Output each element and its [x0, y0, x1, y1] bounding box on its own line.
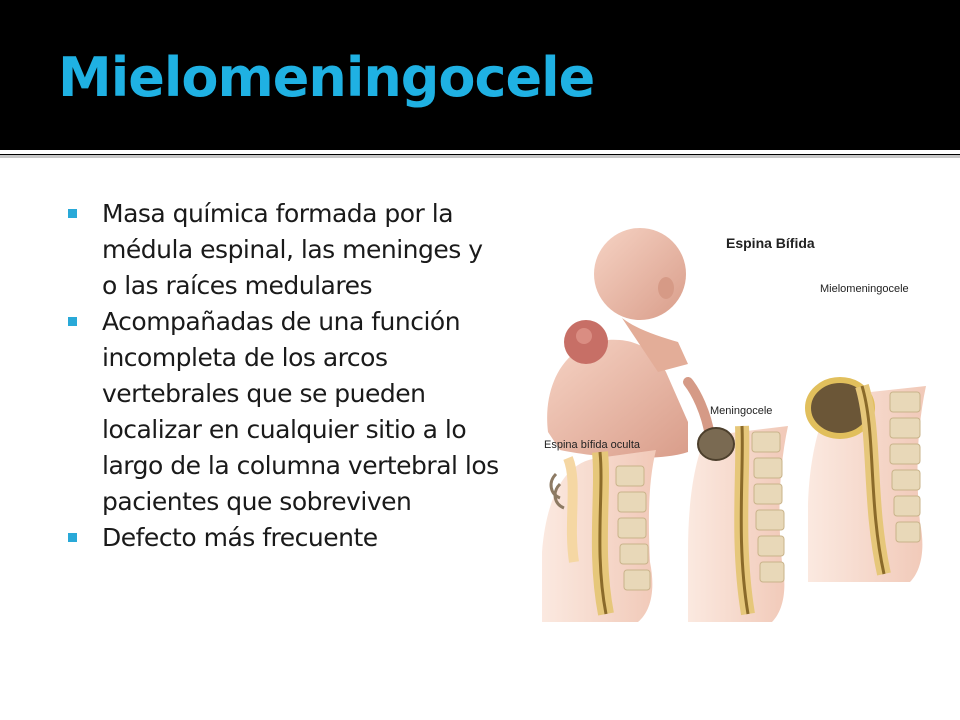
bullet-item [64, 196, 504, 304]
meningocele-spine-panel [688, 426, 788, 622]
bullet-text: Masa química formada por la médula espinal, las meninges y o las raíces medulares [102, 199, 483, 300]
infant-figure [547, 228, 710, 458]
label-myelomeningocele: Mielomeningocele [820, 283, 909, 295]
label-occult: Espina bífida oculta [544, 439, 641, 451]
slide-title: Mielomeningocele [58, 46, 595, 109]
bullet-item [64, 520, 504, 556]
bullet-item [64, 304, 504, 520]
slide-body [0, 158, 960, 720]
bullet-text: Acompañadas de una función incompleta de los arcos vertebrales que se pueden localizar en cualquier sitio a lo largo de la columna vertebral los pacientes que sobreviven [102, 307, 499, 516]
occult-spine-panel [542, 450, 656, 622]
myelomeningocele-spine-panel [808, 380, 926, 582]
square-bullet-icon [68, 209, 77, 218]
bullet-list [64, 196, 504, 556]
square-bullet-icon [68, 533, 77, 542]
spina-bifida-illustration [538, 222, 950, 622]
title-bar [0, 0, 960, 150]
figure-heading: Espina Bífida [726, 235, 815, 251]
bullet-text: Defecto más frecuente [102, 523, 378, 552]
square-bullet-icon [68, 317, 77, 326]
label-meningocele: Meningocele [710, 405, 773, 417]
title-divider [0, 150, 960, 154]
